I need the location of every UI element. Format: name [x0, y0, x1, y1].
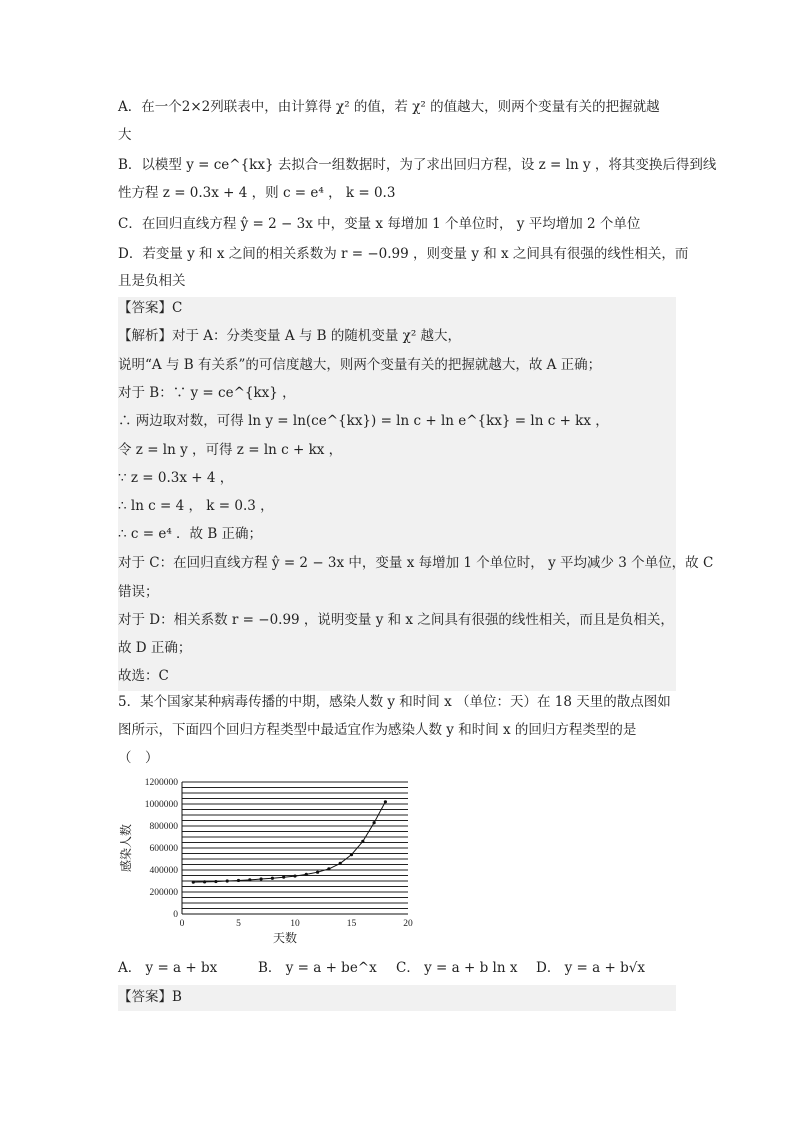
x-axis-label: 天数: [272, 931, 298, 945]
data-point: [373, 821, 376, 824]
y-tick-label: 1000000: [144, 800, 178, 810]
option-b: B． y = a + be^x: [258, 960, 377, 976]
option-a-text: A．在一个2×2列联表中，由计算得 χ² 的值，若 χ² 的值越大，则两个变量有关的把握就越: [118, 99, 660, 115]
data-point: [237, 879, 240, 882]
data-point: [361, 840, 364, 843]
analysis-line: ∴ 两边取对数，可得 ln y = ln(ce^{kx}) = ln c + ln e^{kx} = ln c + kx ，: [118, 413, 609, 429]
option-c-text: C．在回归直线方程 ŷ = 2 − 3x 中，变量 x 每增加 1 个单位时， y 平均增加 2 个单位: [118, 216, 641, 232]
data-point: [327, 867, 330, 870]
option-b-text-cont: 性方程 z = 0.3x + 4 ，则 c = e⁴ ， k = 0.3: [118, 185, 396, 201]
analysis-line: 令 z = ln y ，可得 z = ln c + kx ，: [118, 442, 343, 458]
analysis-line: 对于 D：相关系数 r = −0.99 ，说明变量 y 和 x 之间具有很强的线性相关，而且是负相关，: [118, 612, 674, 628]
data-point: [203, 880, 206, 883]
y-tick-label: 1200000: [144, 778, 178, 788]
option-d-text-cont: 且是负相关: [118, 273, 186, 289]
data-point: [350, 853, 353, 856]
analysis-line: ∵ z = 0.3x + 4 ，: [118, 470, 234, 486]
y-tick-label: 0: [173, 910, 178, 920]
question-5-brackets: （ ）: [118, 750, 159, 766]
data-point: [214, 880, 217, 883]
x-tick-label: 20: [403, 919, 413, 929]
option-a-text-cont: 大: [118, 127, 132, 143]
data-point: [316, 871, 319, 874]
scatter-chart: [118, 770, 418, 950]
data-point: [260, 877, 263, 880]
data-point: [271, 877, 274, 880]
y-tick-label: 400000: [149, 866, 178, 876]
option-b-text: B．以模型 y = ce^{kx} 去拟合一组数据时，为了求出回归方程，设 z = ln y ，将其变换后得到线: [118, 157, 717, 173]
x-tick-label: 0: [179, 919, 185, 929]
data-point: [282, 876, 285, 879]
x-tick-label: 5: [236, 919, 241, 929]
analysis-line: 对于 B：∵ y = ce^{kx} ，: [118, 385, 296, 401]
analysis-line: ∴ c = e⁴ ．故 B 正确；: [118, 526, 263, 542]
question-5-text: 5．某个国家某种病毒传播的中期，感染人数 y 和时间 x （单位：天）在 18 天里的散点图如: [118, 694, 671, 710]
y-axis-label: 感染人数: [119, 823, 133, 873]
data-point: [192, 881, 195, 884]
answer-label-2: 【答案】B: [118, 989, 182, 1005]
answer-label: 【答案】C: [118, 300, 183, 316]
data-point: [293, 874, 296, 877]
data-point: [384, 800, 387, 803]
data-point: [226, 879, 229, 882]
analysis-line: 错误；: [118, 584, 159, 600]
analysis-line: ∴ ln c = 4 ， k = 0.3 ，: [118, 498, 274, 514]
analysis-line: 说明“A 与 B 有关系”的可信度越大，则两个变量有关的把握就越大，故 A 正确；: [118, 357, 602, 373]
analysis-line: 故选：C: [118, 668, 169, 684]
question-5-text-cont: 图所示，下面四个回归方程类型中最适宜作为感染人数 y 和时间 x 的回归方程类型的是: [118, 722, 637, 738]
answer-block-bg-2: [118, 985, 676, 1011]
data-point: [305, 873, 308, 876]
y-tick-label: 200000: [149, 888, 178, 898]
y-tick-label: 800000: [149, 822, 178, 832]
option-d: D． y = a + b√x: [536, 960, 645, 976]
option-d-text: D．若变量 y 和 x 之间的相关系数为 r = −0.99 ，则变量 y 和 x 之间具有很强的线性相关，而: [118, 246, 689, 262]
scatter-chart-svg: [118, 770, 418, 950]
data-point: [339, 862, 342, 865]
data-point: [248, 878, 251, 881]
option-c: C． y = a + b ln x: [396, 960, 518, 976]
analysis-line: 【解析】对于 A：分类变量 A 与 B 的随机变量 χ² 越大，: [118, 328, 462, 344]
x-tick-label: 10: [290, 919, 300, 929]
option-a: A． y = a + bx: [118, 960, 218, 976]
analysis-line: 故 D 正确；: [118, 640, 192, 656]
analysis-line: 对于 C：在回归直线方程 ŷ = 2 − 3x 中，变量 x 每增加 1 个单位时， y 平均减少 3 个单位，故 C: [118, 555, 714, 571]
x-tick-label: 15: [346, 919, 357, 929]
y-tick-label: 600000: [149, 844, 178, 854]
